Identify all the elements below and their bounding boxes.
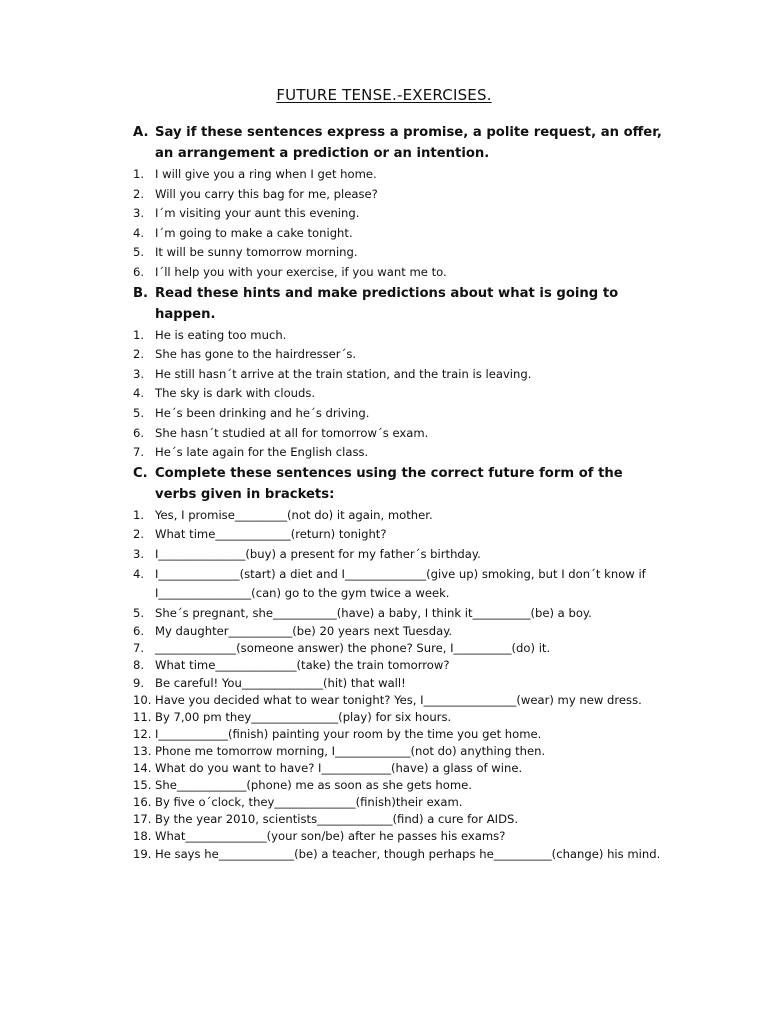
item-number: 4.	[133, 386, 145, 401]
item-number: 14.	[133, 761, 152, 776]
item-number: 7.	[133, 641, 145, 656]
item-number: 1.	[133, 327, 145, 342]
item-text: I´ll help you with your exercise, if you want me to.	[155, 264, 447, 279]
section-heading-text: Complete these sentences using the correct future form of the verbs given in brackets:	[155, 465, 623, 502]
section-heading	[133, 463, 663, 505]
item-text: Be careful! You______________(hit) that wall!	[155, 675, 406, 690]
item-number: 5.	[133, 245, 145, 260]
item-text: He still hasn´t arrive at the train station, and the train is leaving.	[155, 366, 532, 381]
list-item	[133, 640, 663, 657]
section-letter: C.	[133, 465, 148, 481]
section-b	[133, 283, 663, 463]
item-text: Yes, I promise_________(not do) it again, mother.	[155, 507, 433, 522]
list-item	[133, 709, 663, 726]
list-item	[133, 811, 663, 828]
list-item	[133, 604, 663, 624]
list-item	[133, 263, 663, 283]
list-item	[133, 525, 663, 545]
section-c	[133, 463, 663, 863]
exercise-list	[133, 165, 663, 283]
item-text: What do you want to have? I____________(have) a glass of wine.	[155, 761, 523, 776]
item-number: 4.	[133, 225, 145, 240]
section-heading-text: Read these hints and make predictions about what is going to happen.	[155, 285, 619, 322]
item-text: He´s late again for the English class.	[155, 445, 369, 460]
list-item	[133, 545, 663, 565]
item-number: 2.	[133, 347, 145, 362]
list-item	[133, 743, 663, 760]
list-item	[133, 345, 663, 365]
item-text: The sky is dark with clouds.	[155, 386, 316, 401]
list-item	[133, 726, 663, 743]
list-item	[133, 185, 663, 205]
item-text: I____________(finish) painting your room by the time you get home.	[155, 726, 542, 741]
list-item	[133, 443, 663, 463]
item-text: What time______________(take) the train tomorrow?	[155, 658, 450, 673]
exercise-list	[133, 326, 663, 463]
worksheet-content	[133, 122, 663, 863]
list-item	[133, 675, 663, 692]
item-text: Have you decided what to wear tonight? Yes, I________________(wear) my new dress.	[155, 692, 642, 707]
section-heading	[133, 283, 663, 325]
section-letter: A.	[133, 125, 149, 140]
list-item	[133, 204, 663, 224]
item-number: 19.	[133, 846, 152, 861]
list-item	[133, 243, 663, 263]
item-number: 6.	[133, 624, 145, 639]
item-number: 9.	[133, 675, 145, 690]
list-item	[133, 760, 663, 777]
list-item	[133, 326, 663, 346]
item-text: What time_____________(return) tonight?	[155, 527, 387, 542]
list-item	[133, 623, 663, 640]
item-text: I´m visiting your aunt this evening.	[155, 206, 360, 221]
section-a	[133, 122, 663, 283]
list-item	[133, 777, 663, 794]
list-item	[133, 365, 663, 385]
item-text: He says he_____________(be) a teacher, though perhaps he__________(change) his mind.	[155, 846, 661, 861]
item-number: 8.	[133, 658, 145, 673]
item-number: 5.	[133, 605, 145, 620]
item-text: What______________(your son/be) after he passes his exams?	[155, 829, 506, 844]
item-number: 3.	[133, 206, 145, 221]
item-text: I will give you a ring when I get home.	[155, 167, 377, 181]
item-number: 3.	[133, 366, 145, 381]
item-number: 16.	[133, 795, 152, 810]
item-text: She hasn´t studied at all for tomorrow´s exam.	[155, 425, 429, 440]
item-number: 15.	[133, 778, 152, 793]
item-number: 18.	[133, 829, 152, 844]
item-number: 12.	[133, 726, 152, 741]
item-text: I´m going to make a cake tonight.	[155, 225, 353, 240]
item-text: He is eating too much.	[155, 327, 287, 342]
item-text: She has gone to the hairdresser´s.	[155, 347, 357, 362]
item-text: By the year 2010, scientists_____________(find) a cure for AIDS.	[155, 812, 519, 827]
list-item	[133, 692, 663, 709]
page-title: FUTURE TENSE.-EXERCISES.	[276, 86, 492, 104]
item-text: I_______________(buy) a present for my father´s birthday.	[155, 546, 481, 561]
item-text: Phone me tomorrow morning, I_____________(not do) anything then.	[155, 743, 546, 758]
section-letter: B.	[133, 285, 149, 301]
list-item	[133, 828, 663, 845]
section-heading-text: Say if these sentences express a promise, a polite request, an offer, an arrangement a prediction or an intention.	[155, 125, 662, 161]
list-item	[133, 794, 663, 811]
item-number: 17.	[133, 812, 152, 827]
list-item	[133, 506, 663, 526]
list-item	[133, 657, 663, 674]
item-number: 6.	[133, 425, 145, 440]
item-text: It will be sunny tomorrow morning.	[155, 245, 358, 260]
list-item	[133, 565, 663, 604]
item-text: She____________(phone) me as soon as she gets home.	[155, 778, 472, 793]
section-heading	[133, 122, 663, 164]
item-text: By five o´clock, they______________(finish)their exam.	[155, 795, 463, 810]
item-number: 5.	[133, 405, 145, 420]
item-number: 7.	[133, 445, 145, 460]
list-item	[133, 384, 663, 404]
item-number: 2.	[133, 527, 145, 542]
item-number: 1.	[133, 167, 145, 181]
list-item	[133, 846, 663, 863]
item-number: 1.	[133, 507, 145, 522]
item-text: ______________(someone answer) the phone? Sure, I__________(do) it.	[155, 641, 551, 656]
item-number: 11.	[133, 709, 152, 724]
exercise-list-continued	[133, 623, 663, 862]
item-text: He´s been drinking and he´s driving.	[155, 405, 370, 420]
item-text: I______________(start) a diet and I______________(give up) smoking, but I don´t know if I________________(can) go to the gym twice a week.	[155, 566, 646, 601]
item-number: 3.	[133, 546, 145, 561]
item-number: 6.	[133, 264, 145, 279]
item-text: My daughter___________(be) 20 years next Tuesday.	[155, 624, 453, 639]
item-number: 13.	[133, 743, 152, 758]
exercise-list	[133, 506, 663, 624]
item-text: Will you carry this bag for me, please?	[155, 186, 378, 201]
list-item	[133, 224, 663, 244]
item-text: By 7,00 pm they_______________(play) for six hours.	[155, 709, 452, 724]
item-number: 2.	[133, 186, 145, 201]
list-item	[133, 424, 663, 444]
item-text: She´s pregnant, she___________(have) a baby, I think it__________(be) a boy.	[155, 605, 592, 620]
item-number: 10.	[133, 692, 152, 707]
list-item	[133, 404, 663, 424]
item-number: 4.	[133, 566, 145, 581]
list-item	[133, 165, 663, 185]
